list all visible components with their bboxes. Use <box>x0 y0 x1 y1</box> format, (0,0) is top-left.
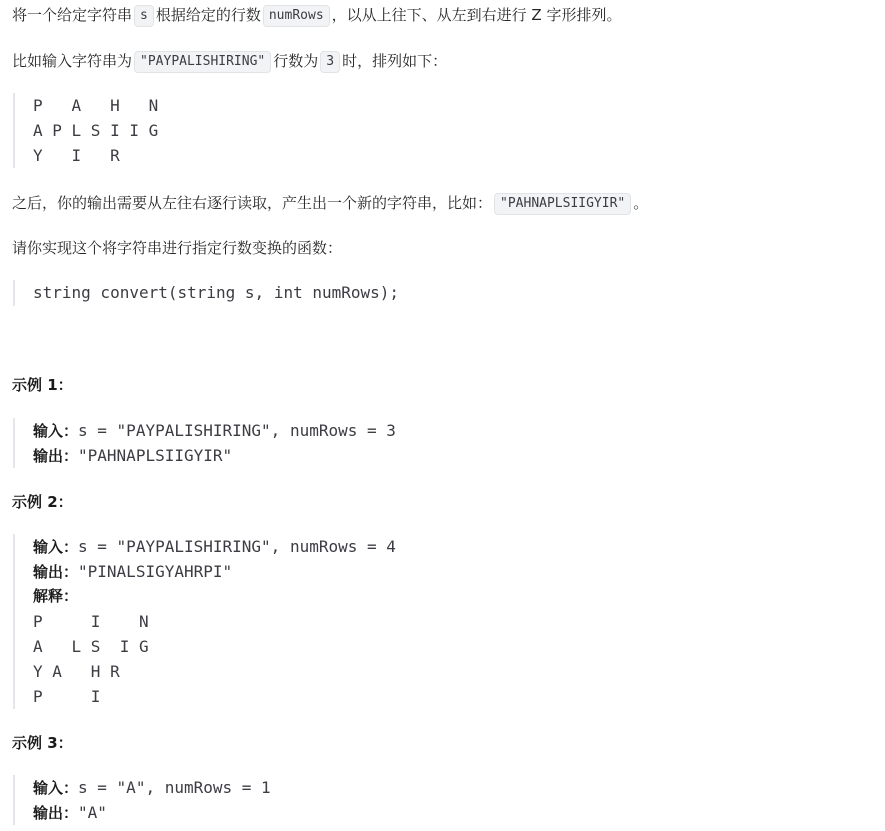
example-3-title: 示例 3： <box>12 734 73 752</box>
inline-code-row-count: 3 <box>320 51 340 73</box>
input-label: 输入： <box>33 538 79 556</box>
output-value: "PINALSIGYAHRPI" <box>78 562 233 581</box>
problem-description-line4 <box>12 237 342 259</box>
example-2-explain <box>33 584 78 609</box>
output-label: 输出： <box>33 447 79 465</box>
blockquote-bar <box>13 93 15 168</box>
problem-description-line3 <box>12 192 648 215</box>
input-value: s = "PAYPALISHIRING", numRows = 3 <box>78 421 396 440</box>
output-value: "PAHNAPLSIIGYIR" <box>78 446 233 465</box>
text: 行数为 <box>273 52 319 70</box>
text: 。 <box>633 194 649 212</box>
blockquote-bar <box>13 534 15 709</box>
example-1-output <box>33 443 232 469</box>
input-value: s = "PAYPALISHIRING", numRows = 4 <box>78 537 396 556</box>
text: 之后，你的输出需要从左往右逐行读取，产生出一个新的字符串，比如： <box>12 194 493 212</box>
inline-code-numrows: numRows <box>263 5 330 27</box>
inline-code-input-string: "PAYPALISHIRING" <box>134 51 271 73</box>
text: 比如输入字符串为 <box>12 52 133 70</box>
inline-code-output-string: "PAHNAPLSIIGYIR" <box>494 193 631 215</box>
example-2-title: 示例 2： <box>12 493 73 511</box>
input-value: s = "A", numRows = 1 <box>78 778 271 797</box>
zigzag-pattern: P A H N A P L S I I G Y I R <box>33 96 159 165</box>
problem-description-line1 <box>12 4 621 27</box>
inline-code-s: s <box>134 5 154 27</box>
blockquote-bar <box>13 418 15 468</box>
input-label: 输入： <box>33 422 79 440</box>
text: 将一个给定字符串 <box>12 6 133 24</box>
text: 根据给定的行数 <box>155 6 261 24</box>
example-2-output <box>33 559 232 585</box>
text: ，以从上往下、从左到右进行 Z 字形排列。 <box>331 6 622 24</box>
text: 请你实现这个将字符串进行指定行数变换的函数： <box>12 239 343 257</box>
explain-label: 解释： <box>33 587 79 605</box>
example-3-input <box>33 775 271 801</box>
output-value: "A" <box>78 803 107 822</box>
example-2-input <box>33 534 396 560</box>
example-2-explain-pattern: P I N A L S I G Y A H R P I <box>33 612 149 706</box>
blockquote-bar <box>13 775 15 825</box>
example-1-input <box>33 418 396 444</box>
example-1-title: 示例 1： <box>12 376 73 394</box>
text: 时，排列如下： <box>342 52 448 70</box>
function-signature: string convert(string s, int numRows); <box>33 283 400 302</box>
example-3-output <box>33 800 107 826</box>
problem-description-line2 <box>12 50 447 73</box>
output-label: 输出： <box>33 804 79 822</box>
output-label: 输出： <box>33 563 79 581</box>
blockquote-bar <box>13 280 15 306</box>
input-label: 输入： <box>33 779 79 797</box>
